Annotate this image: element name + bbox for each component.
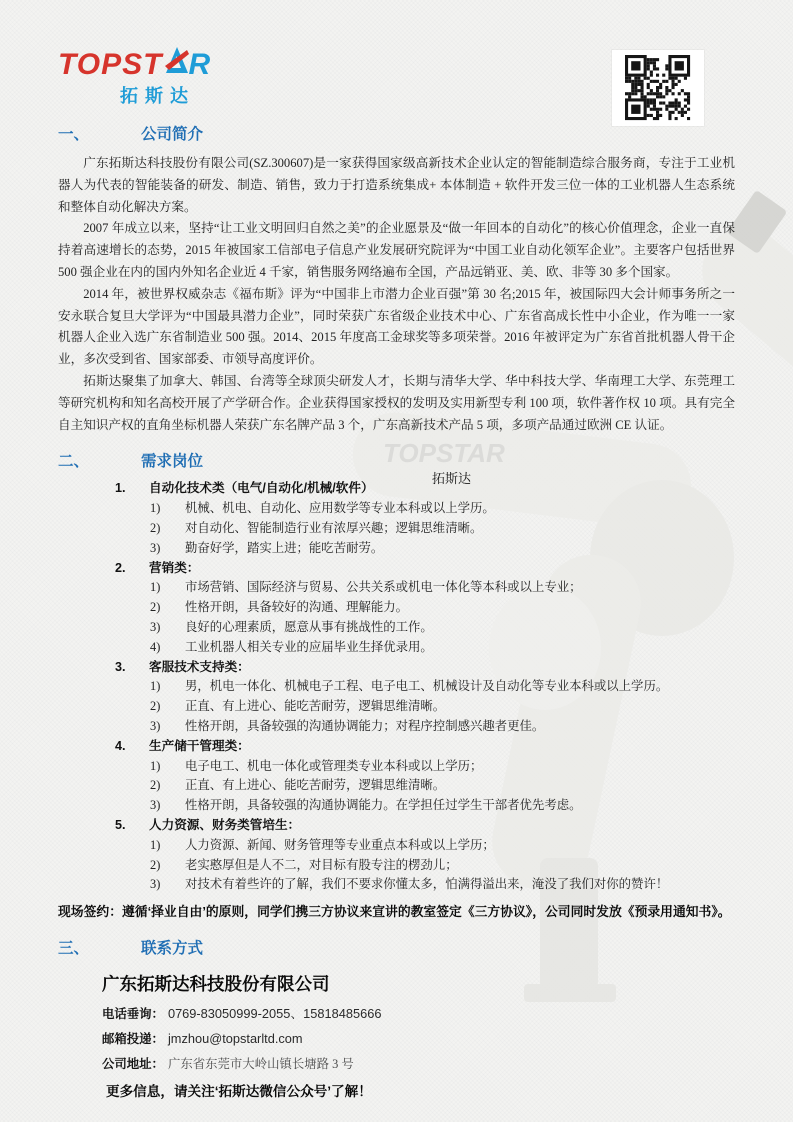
section-heading-company-profile (58, 122, 735, 144)
job-item (150, 638, 735, 658)
job-item (150, 578, 735, 598)
onsite-signing-note: 现场签约：遵循‘择业自由’的原则，同学们携三方协议来宣讲的教室签定《三方协议》，公司同时发放《预录用通知书》。 (58, 904, 731, 920)
item-number: 3) (150, 877, 161, 892)
job-item (150, 717, 735, 737)
item-text: 人力资源、新闻、财务管理等专业重点本科或以上学历； (185, 837, 495, 852)
item-text: 性格开朗，具备较强的沟通协调能力。在学担任过学生干部者优先考虑。 (185, 798, 582, 813)
logo-text-blue: R (188, 48, 212, 81)
svg-text:拓斯达: 拓斯达 (432, 471, 472, 486)
contact-phone-row (102, 1003, 735, 1022)
item-text: 对自动化、智能制造行业有浓厚兴趣；逻辑思维清晰。 (185, 520, 483, 535)
contact-address-row (102, 1054, 735, 1072)
section-title: 需求岗位 (141, 453, 204, 471)
item-text: 性格开朗，具备较好的沟通、理解能力。 (185, 600, 409, 615)
item-number: 4) (150, 639, 161, 654)
intro-paragraph-4: 拓斯达聚集了加拿大、韩国、台湾等全球顶尖研发人才，长期与清华大学、华中科技大学、华南理工大学、东莞理工等研究机构和知名高校开展了产学研合作。企业获得国家授权的发明及实用新型专利 100 项，软件著作权 10 项。具有完全自主知识产权的直角坐标机器人荣获广东名牌产品 3 个，广东高新技术产品 5 项，多项产品通过欧洲 CE 认证。 (58, 373, 735, 432)
email-value: jmzhou@topstarltd.com (167, 1030, 303, 1046)
item-text: 勤奋好学，踏实上进；能吃苦耐劳。 (185, 540, 384, 555)
job-number: 3. (115, 659, 126, 674)
job-title-text: 自动化技术类（电气/自动化/机械/软件） (149, 481, 374, 496)
job-group-title (115, 658, 735, 678)
item-number: 2) (150, 699, 161, 714)
section-number: 一、 (58, 126, 90, 143)
phone-label: 电话垂询： (102, 1006, 164, 1021)
item-text: 正直、有上进心、能吃苦耐劳，逻辑思维清晰。 (185, 778, 446, 793)
item-number: 2) (150, 600, 161, 615)
section-heading-contact (58, 936, 735, 958)
intro-paragraph-2: 2007 年成立以来，坚持“让工业文明回归自然之美”的企业愿景及“做一年回本的自动化”的核心价值理念，企业一直保持着高速增长的态势，2015 年被国家工信部电子信息产业发展研究院评为“中国工业自动化领军企业”。主要客户包括世界 500 强企业在内的国内外知名企业近 4 千家，销售服务网络遍布全国，产品远销亚、美、欧、非等 30 多个国家。 (58, 221, 735, 279)
section-heading-positions (58, 449, 735, 471)
item-number: 3) (150, 619, 161, 634)
contact-block (102, 974, 735, 1100)
item-number: 2) (150, 857, 161, 872)
item-number: 1) (150, 679, 161, 694)
job-item (150, 697, 735, 717)
logo-text-red: TOPST (58, 48, 163, 81)
logo-star-icon (163, 46, 189, 80)
job-item (150, 539, 735, 559)
section-title: 联系方式 (141, 940, 204, 958)
item-number: 3) (150, 718, 161, 733)
email-label: 邮箱投递： (102, 1031, 164, 1046)
job-item (150, 776, 735, 796)
item-number: 1) (150, 580, 161, 595)
item-text: 工业机器人相关专业的应届毕业生择优录用。 (185, 639, 433, 654)
item-number: 2) (150, 778, 161, 793)
item-text: 机械、机电、自动化、应用数学等专业本科或以上学历。 (185, 501, 495, 516)
address-label: 公司地址： (102, 1056, 164, 1071)
item-text: 对技术有着些许的了解，我们不要求你懂太多，怕满得溢出来，淹没了我们对你的赞许！ (185, 877, 669, 892)
job-title-text: 生产储干管理类： (149, 738, 250, 753)
job-item (150, 836, 735, 856)
job-title-text: 客服技术支持类： (149, 659, 250, 674)
intro-paragraph-1: 广东拓斯达科技股份有限公司(SZ.300607)是一家获得国家级高新技术企业认定的智能制造综合服务商，专注于工业机器人为代表的智能装备的研发、制造、销售，致力于打造系统集成+ 本体制造 + 软件开发三位一体的工业机器人生态系统和整体自动化解决方案。 (58, 156, 735, 214)
job-item (150, 598, 735, 618)
item-number: 3) (150, 540, 161, 555)
topstar-logo (58, 46, 735, 108)
item-number: 2) (150, 520, 161, 535)
job-list (58, 479, 735, 895)
job-title-text: 营销类： (149, 560, 200, 575)
svg-text:TOPSTAR: TOPSTAR (383, 438, 505, 468)
item-text: 性格开朗，具备较强的沟通协调能力；对程序控制感兴趣者更佳。 (185, 718, 545, 733)
job-group-title (115, 737, 735, 757)
job-item (150, 499, 735, 519)
item-text: 男，机电一体化、机械电子工程、电子电工、机械设计及自动化等专业本科或以上学历。 (185, 679, 669, 694)
section-number: 三、 (58, 940, 90, 958)
job-number: 4. (115, 738, 126, 753)
item-number: 1) (150, 837, 161, 852)
more-info-note: 更多信息，请关注‘拓斯达微信公众号’了解！ (106, 1083, 372, 1099)
job-group-title (115, 559, 735, 579)
item-text: 良好的心理素质，愿意从事有挑战性的工作。 (185, 619, 433, 634)
job-item (150, 618, 735, 638)
job-item (150, 875, 735, 895)
item-number: 3) (150, 798, 161, 813)
job-item (150, 757, 735, 777)
job-title-text: 人力资源、财务类管培生： (149, 817, 301, 832)
job-item (150, 796, 735, 816)
item-text: 老实憨厚但是人不二，对目标有股专注的楞劲儿； (185, 857, 458, 872)
company-profile-body (58, 153, 735, 436)
item-text: 电子电工、机电一体化或管理类专业本科或以上学历； (185, 758, 483, 773)
job-group-title (115, 816, 735, 836)
section-title: 公司简介 (141, 126, 204, 143)
address-value: 广东省东莞市大岭山镇长塘路 3 号 (167, 1056, 354, 1071)
job-item (150, 519, 735, 539)
item-text: 市场营销、国际经济与贸易、公共关系或机电一体化等本科或以上专业； (185, 580, 582, 595)
item-number: 1) (150, 758, 161, 773)
job-item (150, 677, 735, 697)
item-number: 1) (150, 501, 161, 516)
job-number: 1. (115, 481, 126, 496)
intro-paragraph-3: 2014 年，被世界权威杂志《福布斯》评为“中国非上市潜力企业百强”第 30 名;2015 年，被国际四大会计师事务所之一安永联合复旦大学评为“中国最具潜力企业”，同时荣获广东省级企业技术中心、广东省高成长性中小企业，作为唯一一家机器人企业入选广东省制造业 500 强。2014、2015 年度高工金球奖等多项荣誉。2016 年被评定为广东省首批机器人骨干企业，多次受到省、国家部委、市领导高度评价。 (58, 286, 735, 367)
contact-company-name: 广东拓斯达科技股份有限公司 (102, 974, 330, 995)
contact-email-row (102, 1029, 735, 1047)
section-number: 二、 (58, 453, 90, 471)
job-number: 5. (115, 817, 126, 832)
logo-chinese-text: 拓斯达 (120, 86, 195, 106)
job-number: 2. (115, 560, 126, 575)
phone-value: 0769-83050999-2055、15818485666 (167, 1005, 382, 1021)
job-group-title (115, 479, 735, 499)
job-item (150, 856, 735, 876)
item-text: 正直、有上进心、能吃苦耐劳，逻辑思维清晰。 (185, 699, 446, 714)
